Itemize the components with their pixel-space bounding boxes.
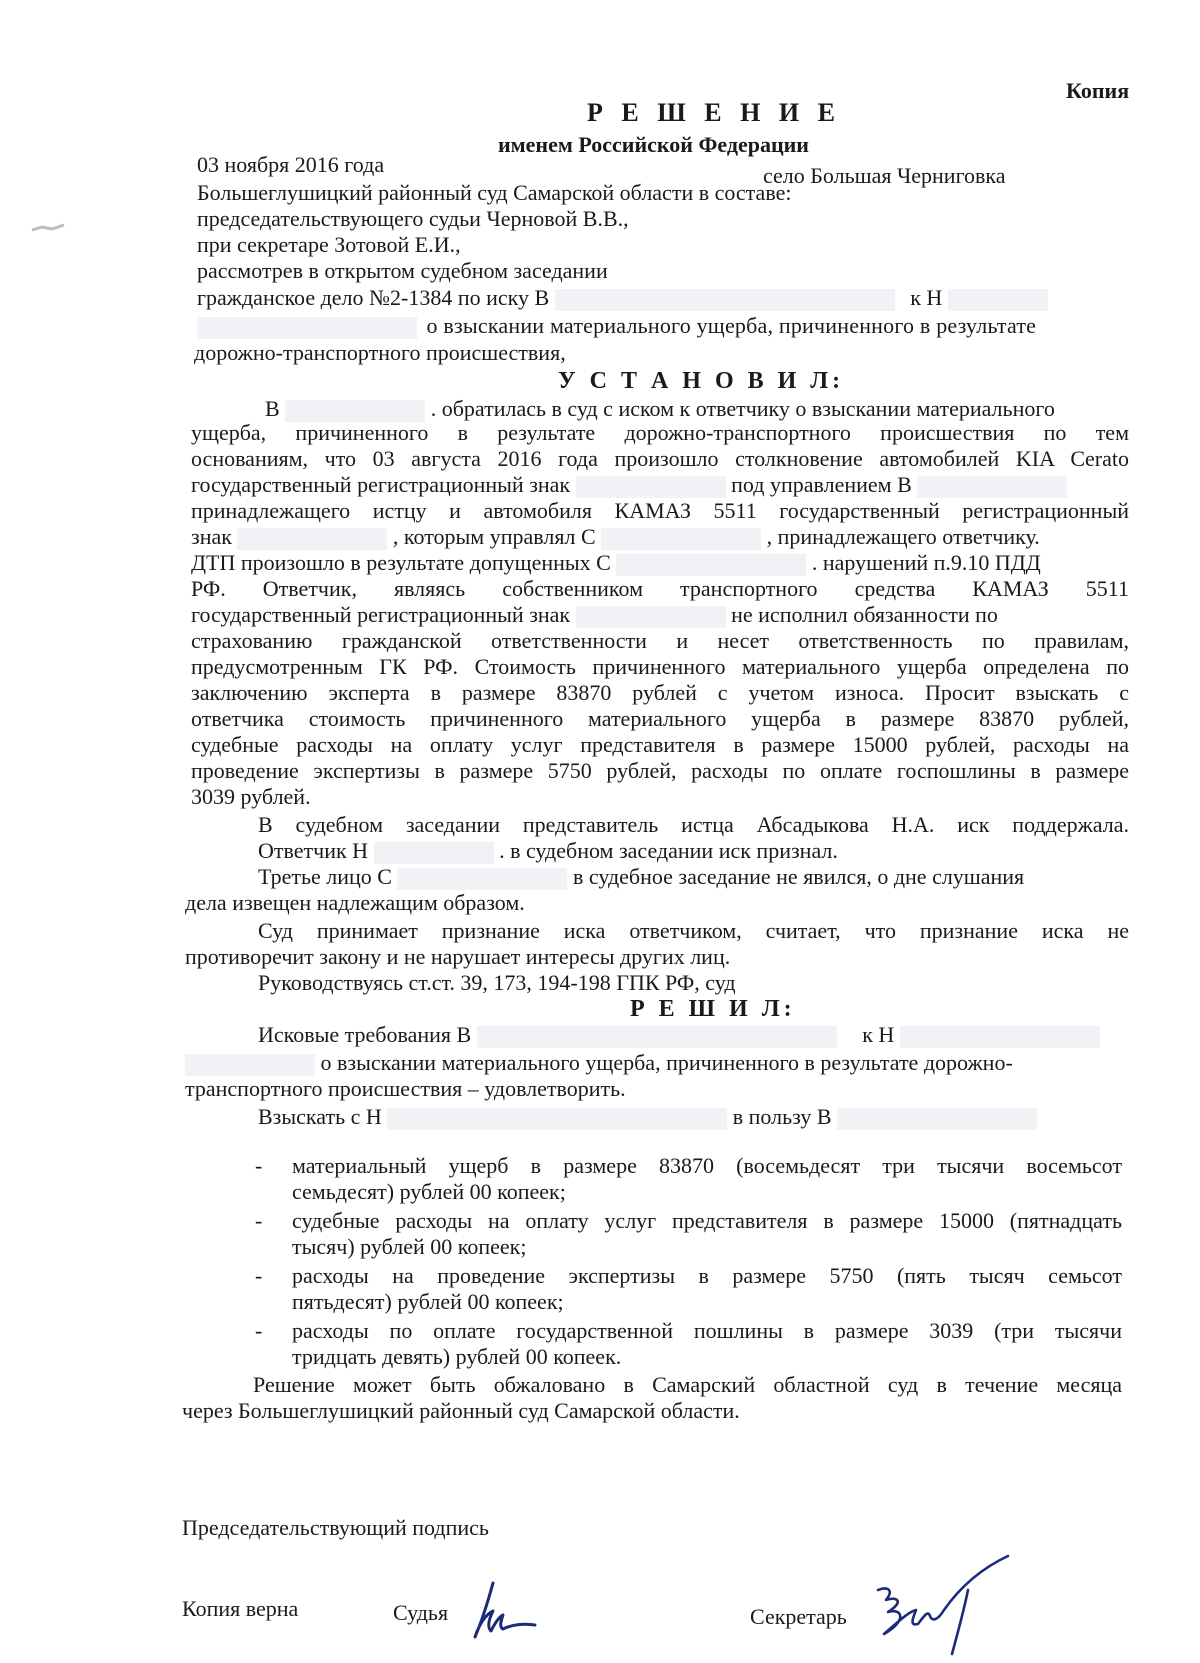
- redacted-defendant-3: [900, 1026, 1100, 1048]
- judge-signature: [465, 1575, 565, 1645]
- court-line: Большеглушицкий районный суд Самарской области в составе:: [197, 180, 792, 205]
- redacted-defendant-cont: [197, 317, 417, 339]
- established-line-22: противоречит закону и не нарушает интересы других лиц.: [185, 944, 731, 969]
- absent-text: в судебное заседание не явился, о дне слушания: [572, 864, 1025, 889]
- redacted-plaintiff-2: [477, 1026, 837, 1048]
- award-item-2-line-2: тысяч) рублей 00 копеек;: [292, 1234, 527, 1259]
- award-item-1-line-2: семьдесят) рублей 00 копеек;: [292, 1179, 566, 1204]
- defendant-text: Ответчик Н: [258, 838, 369, 863]
- presiding-signature-line: Председательствующий подпись: [182, 1515, 489, 1540]
- judge-line: председательствующего судьи Черновой В.В.,: [197, 206, 629, 231]
- decided-heading: Р Е Ш И Л:: [630, 996, 796, 1022]
- award-item-3-line-1: расходы на проведение экспертизы в размере 5750 (пять тысяч семьсот: [292, 1263, 1122, 1288]
- established-line-14: судебные расходы на оплату услуг представителя в размере 15000 рублей, расходы на: [191, 732, 1129, 757]
- case-line: [197, 285, 1048, 311]
- redacted-reg-sign: [576, 476, 726, 498]
- margin-mark: [30, 222, 66, 236]
- case-subject-text: о взыскании материального ущерба, причиненного в результате: [426, 313, 1037, 338]
- established-line-9: [191, 602, 998, 628]
- secretary-label: Секретарь: [750, 1604, 847, 1629]
- award-item-3-line-2: пятьдесят) рублей 00 копеек;: [292, 1289, 564, 1314]
- established-line-13: ответчика стоимость причиненного материального ущерба в размере 83870 рублей,: [191, 706, 1129, 731]
- decided-line-1: [258, 1022, 1100, 1048]
- sign-text: знак: [191, 524, 232, 549]
- established-line-1: [265, 396, 1055, 422]
- established-line-1-text: . обратилась в суд с иском к ответчику о взыскании материального: [430, 396, 1055, 421]
- established-line-3: основаниям, что 03 августа 2016 года произошло столкновение автомобилей KIA Cerato: [191, 446, 1129, 471]
- redacted-defendant: [948, 289, 1048, 311]
- decision-place: село Большая Черниговка: [763, 163, 1006, 188]
- established-line-20: дела извещен надлежащим образом.: [185, 890, 525, 915]
- third-party-text: Третье лицо С: [258, 864, 392, 889]
- redacted-driver-2: [601, 528, 761, 550]
- redacted-plaintiff-3: [837, 1108, 1037, 1130]
- established-line-16: 3039 рублей.: [191, 784, 311, 809]
- appeal-line-1: Решение может быть обжаловано в Самарский областной суд в течение месяца: [253, 1372, 1122, 1397]
- established-line-17: В судебном заседании представитель истца Абсадыкова Н.А. иск поддержала.: [258, 812, 1129, 837]
- claims-defendant-text: к Н: [862, 1022, 895, 1047]
- document-title: Р Е Ш Е Н И Е: [587, 98, 841, 127]
- redacted-name: [285, 400, 425, 422]
- violation-rule-text: . нарушений п.9.10 ПДД: [811, 550, 1041, 575]
- redacted-reg-sign-3: [576, 606, 726, 628]
- established-line-4: [191, 472, 1067, 498]
- bullet-dash: -: [255, 1208, 263, 1233]
- award-item-1-line-1: материальный ущерб в размере 83870 (восемьдесят три тысячи восемьсот: [292, 1153, 1122, 1178]
- claims-subject-text: о взыскании материального ущерба, причиненного в результате дорожно-: [320, 1050, 1013, 1075]
- secretary-line: при секретаре Зотовой Е.И.,: [197, 232, 461, 257]
- established-line-2: ущерба, причиненного в результате дорожно-транспортного происшествия по тем: [191, 420, 1129, 445]
- copy-label: Копия: [1066, 78, 1130, 103]
- plaintiff-initial: В: [265, 396, 280, 421]
- case-line-text: гражданское дело №2-1384 по иску В: [197, 285, 550, 310]
- redacted-defendant-4: [185, 1054, 315, 1076]
- document-subtitle: именем Российской Федерации: [498, 132, 809, 157]
- bullet-dash: -: [255, 1318, 263, 1343]
- owner-text: , принадлежащего ответчику.: [766, 524, 1040, 549]
- established-line-12: заключению эксперта в размере 83870 рублей с учетом износа. Просит взыскать с: [191, 680, 1129, 705]
- established-line-5: принадлежащего истцу и автомобиля КАМАЗ 5511 государственный регистрационный: [191, 498, 1129, 523]
- decision-date: 03 ноября 2016 года: [197, 152, 385, 177]
- case-subject-line: [197, 313, 1036, 339]
- decided-line-2: [185, 1050, 1013, 1076]
- hearing-line: рассмотрев в открытом судебном заседании: [197, 258, 608, 283]
- bullet-dash: -: [255, 1153, 263, 1178]
- established-line-18: [258, 838, 838, 864]
- recover-from-text: Взыскать с Н: [258, 1104, 382, 1129]
- decided-line-3: транспортного происшествия – удовлетворить.: [185, 1076, 626, 1101]
- established-heading: У С Т А Н О В И Л:: [558, 368, 845, 394]
- driven-by-text: под управлением В: [731, 472, 912, 497]
- driver-text: , которым управлял С: [392, 524, 596, 549]
- redacted-defendant-5: [387, 1108, 727, 1130]
- copy-true-label: Копия верна: [182, 1596, 299, 1621]
- admitted-text: . в судебном заседании иск признал.: [499, 838, 838, 863]
- claims-text: Исковые требования В: [258, 1022, 472, 1047]
- violation-text: ДТП произошло в результате допущенных С: [191, 550, 611, 575]
- established-line-8: РФ. Ответчик, являясь собственником транспортного средства КАМАЗ 5511: [191, 576, 1129, 601]
- established-line-15: проведение экспертизы в размере 5750 рублей, расходы по оплате госпошлины в размере: [191, 758, 1129, 783]
- decided-line-4: [258, 1104, 1037, 1130]
- bullet-dash: -: [255, 1263, 263, 1288]
- established-line-21: Суд принимает признание иска ответчиком, считает, что признание иска не: [258, 918, 1129, 943]
- redacted-third-party: [397, 868, 567, 890]
- award-item-4-line-2: тридцать девять) рублей 00 копеек.: [292, 1344, 622, 1369]
- established-line-10: страхованию гражданской ответственности и несет ответственность по правилам,: [191, 628, 1129, 653]
- established-line-6: [191, 524, 1040, 550]
- established-line-7: [191, 550, 1041, 576]
- established-line-11: предусмотренным ГК РФ. Стоимость причиненного материального ущерба определена по: [191, 654, 1129, 679]
- award-item-4-line-1: расходы по оплате государственной пошлины в размере 3039 (три тысячи: [292, 1318, 1122, 1343]
- redacted-plaintiff: [555, 289, 895, 311]
- redacted-driver-3: [616, 554, 806, 576]
- established-line-23: Руководствуясь ст.ст. 39, 173, 194-198 ГПК РФ, суд: [258, 970, 736, 995]
- redacted-driver: [917, 476, 1067, 498]
- reg-sign-text: государственный регистрационный знак: [191, 472, 571, 497]
- secretary-signature: [868, 1550, 1028, 1660]
- obligation-text: не исполнил обязанности по: [731, 602, 998, 627]
- award-item-2-line-1: судебные расходы на оплату услуг представителя в размере 15000 (пятнадцать: [292, 1208, 1122, 1233]
- reg-sign-text-2: государственный регистрационный знак: [191, 602, 571, 627]
- established-line-19: [258, 864, 1024, 890]
- case-subject-end: дорожно-транспортного происшествия,: [194, 340, 566, 365]
- judge-label: Судья: [393, 1600, 449, 1625]
- redacted-reg-sign-2: [237, 528, 387, 550]
- case-line-defendant: к Н: [910, 285, 943, 310]
- in-favor-text: в пользу В: [732, 1104, 832, 1129]
- appeal-line-2: через Большеглушицкий районный суд Самарской области.: [182, 1398, 740, 1423]
- redacted-defendant-2: [374, 842, 494, 864]
